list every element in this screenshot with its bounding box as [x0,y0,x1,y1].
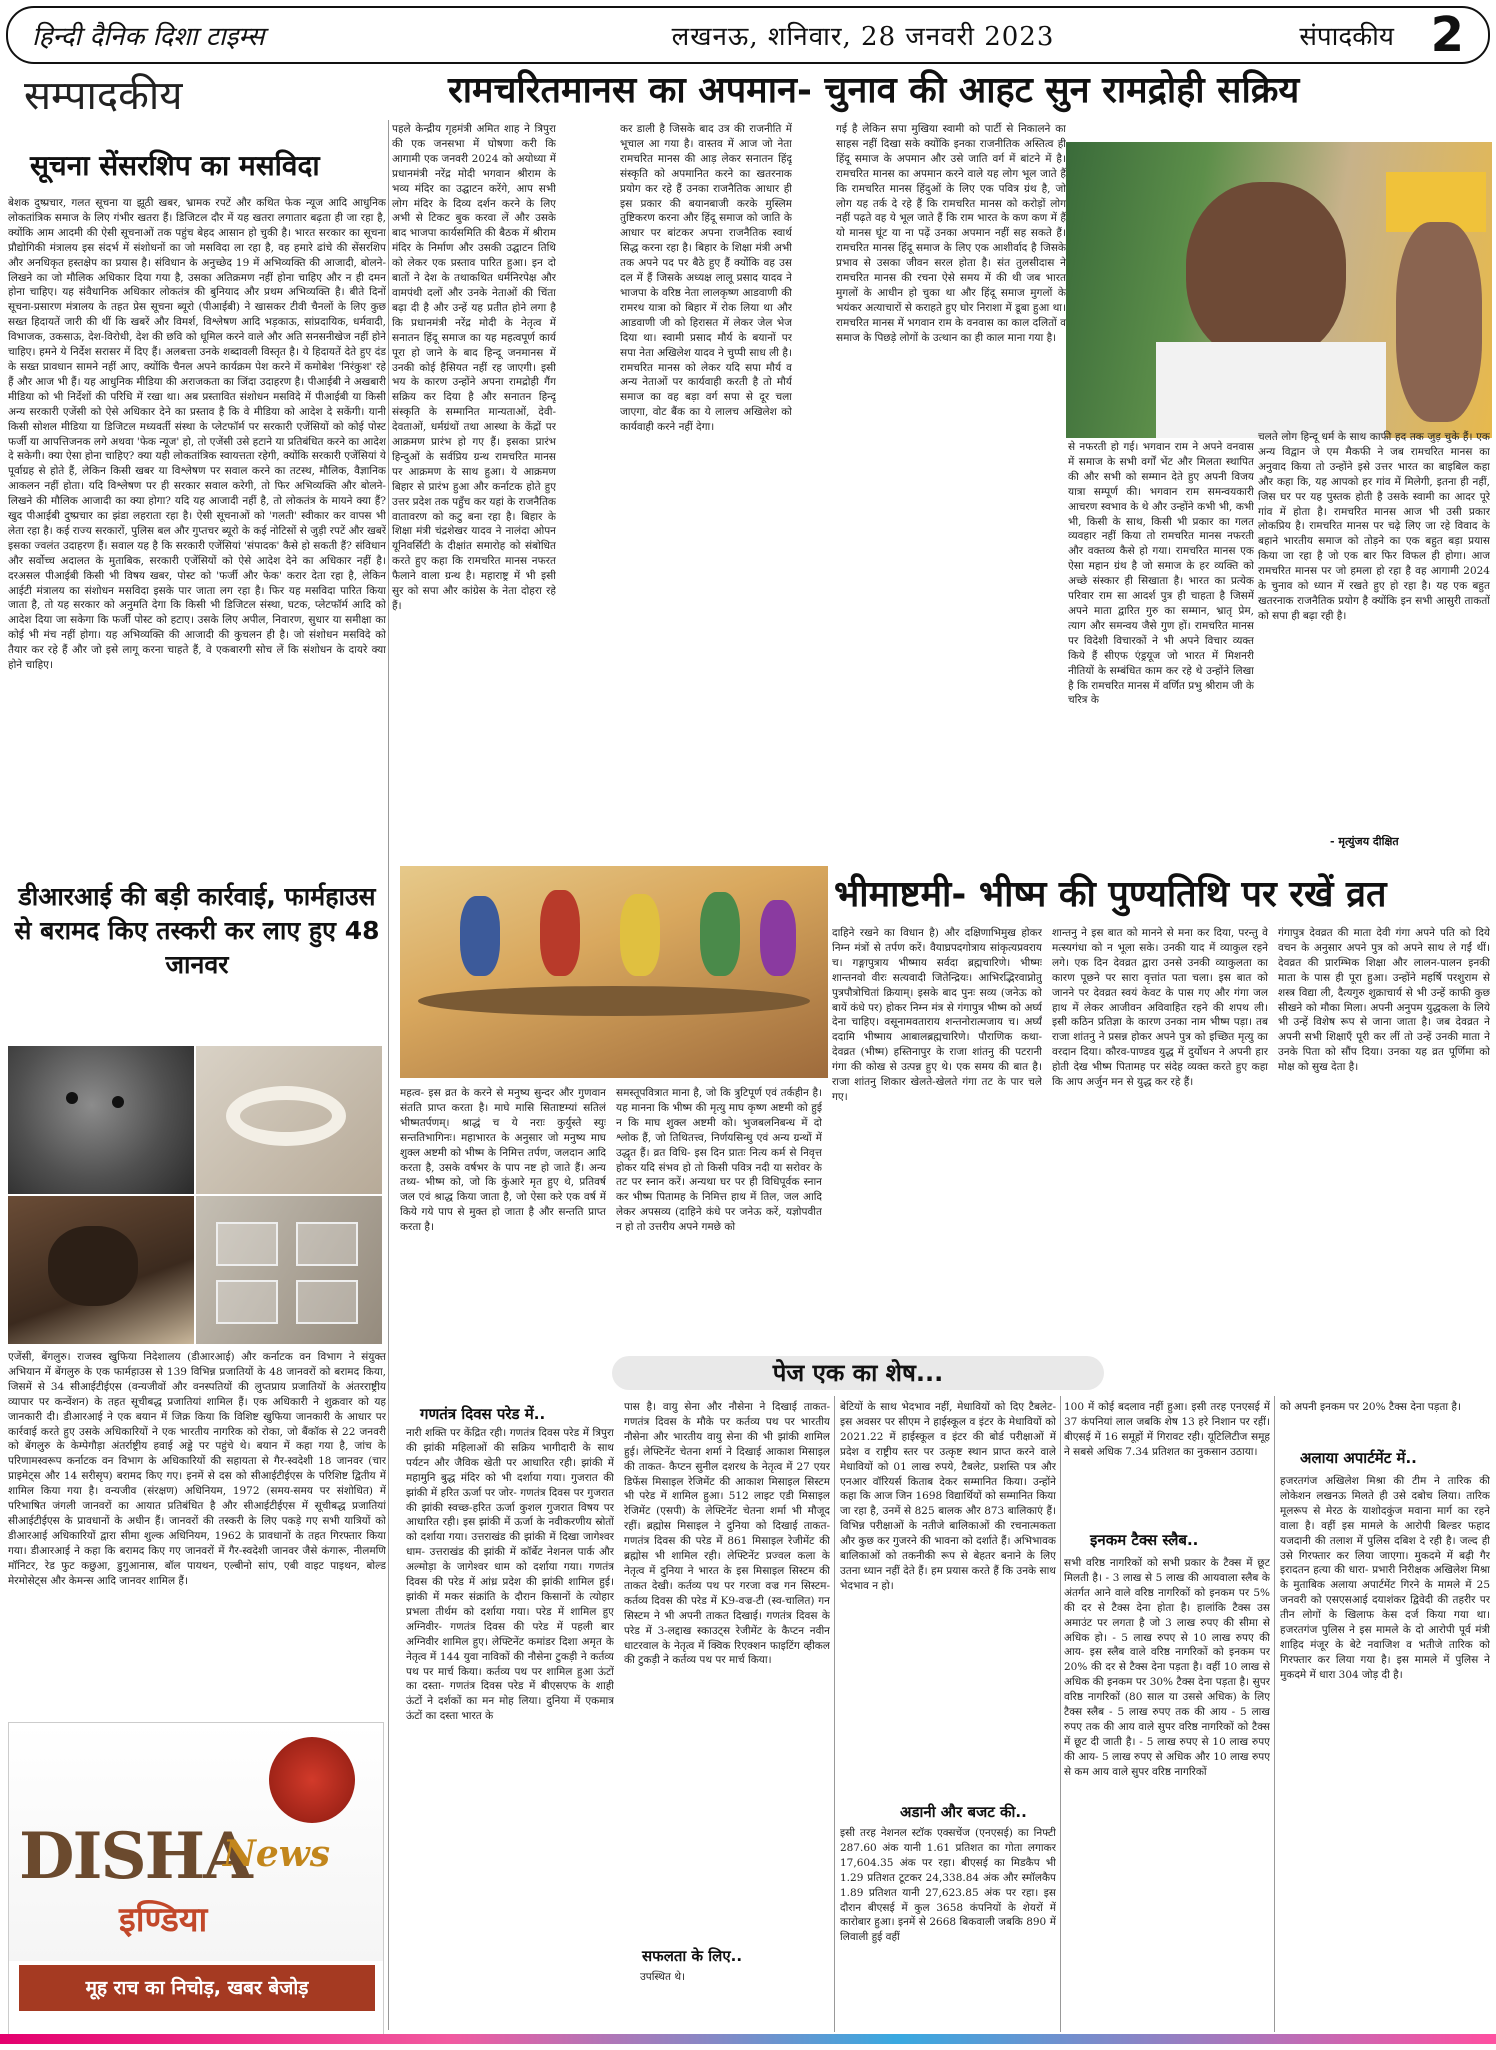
dri-photo-3 [8,1196,194,1344]
bhishma-col-4: शान्तनु ने इस बात को मानने से मना कर दिया, परन्तु वे मत्स्यगंधा को न भूला सके। उनकी याद में व्याकुल रहने लगे। एक दिन देवव्रत द्वारा उनसे उनकी व्याकुलता का कारण पूछने पर सारा वृत्तांत पता चला। इस बात को जानने पर देवव्रत स्वयं केवट के पास गए और गंगा जल हाथ में लेकर आजीवन अविवाहित रहने की शपथ ली। इसी कठिन प्रतिज्ञा के कारण उनका नाम भीष्म पड़ा। तब राजा शांतनु ने प्रसन्न होकर अपने पुत्र को इच्छित मृत्यु का वरदान दिया। कौरव-पाण्डव युद्ध में दुर्योधन ने अपनी हार होती देख भीष्म पितामह पर संदेह व्यक्त करते हुए कहा कि आप अर्जुन मन से युद्ध कर रहे हैं। [1052,927,1268,1089]
column-rule [1274,1396,1275,2032]
bhishma-painting [400,866,828,1078]
ram-headline: रामचरितमानस का अपमान- चुनाव की आहट सुन रामद्रोही सक्रिय [448,70,1300,111]
gantantra-col-2: पास है। वायु सेना और नौसेना ने दिखाई ताकत- गणतंत्र दिवस के मौके पर कर्तव्य पथ पर भारतीय नौसेना और भारतीय वायु सेना की भी झांकी शामिल हुई। लेफ्टिनेंट चेतना शर्मा ने दिखाई आकाश मिसाइल की ताकत- कैप्टन सुनील दशरथ के नेतृत्व में 27 एयर डिफेंस मिसाइल रेजिमेंट की आकाश मिसाइल सिस्टम भी परेड में शामिल हुआ। 512 लाइट एडी मिसाइल रेजिमेंट (एसपी) के लेफ्टिनेंट चेतना शर्मा भी मौजूद रहीं। ब्रह्मोस मिसाइल ने दुनिया को दिखाई ताकत- गणतंत्र दिवस की परेड में 861 मिसाइल रेजीमेंट की ब्रह्मोस भी शामिल रही। लेफ्टिनेंट प्रज्वल कला के नेतृत्व में दुनिया ने भारत के इस मिसाइल सिस्टम की ताकत देखी। कर्तव्य पथ पर गरजा वज्र गन सिस्टम- कर्तव्य दिवस की परेड में K9-वज्र-टी (स्व-चालित) गन सिस्टम ने भी अपनी ताकत दिखाई। गणतंत्र दिवस के परेड में 3-लद्दाख स्काउट्स रेजीमेंट के कैप्टन नवीन धाटरवाल के नेतृत्व में क्विक रिएक्शन फाइटिंग व्हीकल की टुकड़ी ने कर्तव्य पथ पर मार्च किया। [624,1401,830,1667]
bhishma-col-5: गंगापुत्र देवव्रत की माता देवी गंगा अपने पति को दिये वचन के अनुसार अपने पुत्र को अपने साथ ले गईं थीं। देवव्रत की प्रारम्भिक शिक्षा और लालन-पालन इनकी माता के पास ही पूरा हुआ। उन्होंने महर्षि परशुराम से शस्त्र विद्या ली, दैत्यगुरु शुक्राचार्य से भी उन्हें काफी कुछ सीखने को मौका मिला। अपनी अनुपम युद्धकला के लिये भी उन्हें विशेष रूप से जाना जाता है। जब देवव्रत ने अपनी सभी शिक्षाएँ पूरी कर लीं तो उन्हें उनकी माता ने उनके पिता को सौंप दिया। उनका यह व्रत पूर्णिमा को मोक्ष को सुख देता है। [1278,927,1490,1074]
editorial-headline: सूचना सेंसरशिप का मसविदा [30,149,320,182]
page-ek-col-4: 100 में कोई बदलाव नहीं हुआ। इसी तरह एनएसई में 37 कंपनियां लाल जबकि शेष 13 हरे निशान पर रहीं। बीएसई में 16 समूहों में गिरावट रही। यूटिलिटीज समूह ने सबसे अधिक 7.34 प्रतिशत का नुकसान उठाया। [1064,1401,1270,1458]
ram-col-2: कर डाली है जिसके बाद उत्र की राजनीति में भूचाल आ गया है। वास्तव में आज जो नेता रामचरित मानस की आड़ लेकर सनातन हिंदू संस्कृति को अपमानित करने का खतरनाक प्रयोग कर रहे हैं उनका राजनैतिक आधार ही इस प्रकार की बयानबाजी करके मुस्लिम तुष्टिकरण करना और हिंदू समाज को जाति के आधार पर बांटकर अपना राजनैतिक स्वार्थ सिद्ध करना रहा है। बिहार के शिक्षा मंत्री अभी तक अपने पद पर बैठे हुए हैं क्योंकि वह उस दल में हैं जिसके अध्यक्ष लालू प्रसाद यादव ने भाजपा के वरिष्ठ नेता लालकृष्ण आडवाणी की रामरथ यात्रा को बिहार में रोक लिया था और आडवाणी जी को हिरासत में लेकर जेल भेज दिया था। स्वामी प्रसाद मौर्य के बयानों पर सपा नेता अखिलेश यादव ने चुप्पी साध ली है। रामचरित मानस को लेकर यदि सपा मौर्य व अन्य नेताओं पर कार्यवाही करती है तो मौर्य समाज का वह बड़ा वर्ग सपा से दूर चला जाएगा, वोट बैंक का ये लालच अखिलेश को कार्यवाही करने नहीं देगा। [620,123,792,434]
page-ek-banner: पेज एक का शेष... [612,1356,1104,1390]
ad-tagline: मूह राच का निचोड़, खबर बेजोड़ [19,1965,375,2011]
dri-body: एजेंसी, बेंगलुरु। राजस्व खुफिया निदेशालय (डीआरआई) और कर्नाटक वन विभाग ने संयुक्त अभियान में बेंगलुरु के एक फार्महाउस से 139 विभिन्न प्रजातियों के 48 जानवरों को बरामद किया, जिसमें से 34 सीआईटीईएस (वन्यजीवों और वनस्पतियों की लुप्तप्राय प्रजातियों के अंतरराष्ट्रीय व्यापार पर कन्वेंशन) के तहत सूचीबद्ध प्रजातियां शामिल हैं। एक अधिकारी ने शुक्रवार को यह जानकारी दी। डीआरआई ने एक बयान में जिक्र किया कि विशिष्ट खुफिया जानकारी के आधार पर कार्रवाई करते हुए उसके अधिकारियों ने एक भारतीय नागरिक को रोका, जो बैंकॉक से 22 जनवरी को बेंगलुरु के केम्पेगौड़ा अंतर्राष्ट्रीय हवाई अड्डे पर पहुंचे थे। बयान में कहा गया है, जांच के परिणामस्वरूप कर्नाटक वन विभाग के अधिकारियों की सहायता से गैर-स्वदेशी 18 जानवर (चार प्राइमेट्स और 14 सरीसृप) बरामद किए गए। इनमें से दस को सीआईटीईएस के परिशिष्ट द्वितीय में शामिल किया गया है। वन्यजीव (संरक्षण) अधिनियम, 1972 (समय-समय पर संशोधित) में परिभाषित जंगली जानवरों का आयात प्रतिबंधित है और सीआईटीईएस में सूचीबद्ध प्रजातियां सीआईटीईएस के प्रावधानों के अधीन हैं। जानवरों की तस्करी के लिए पकड़े गए सभी यात्रियों को डीआरआई अधिकारियों द्वारा सीमा शुल्क अधिनियम, 1962 के प्रावधानों के तहत गिरफ्तार किया गया। डीआरआई ने कहा कि बरामद किए गए जानवरों में गैर-स्वदेशी जानवर जैसे कंगारू, नीलमणि मॉनिटर, रेड फुट कछुआ, डुगुआनास, बॉल पायथन, एल्बीनो सांप, एबी वाइट पाइथन, बोल्ड मेरमोसेट्स और केमन्स आदि जानवर शामिल हैं। [8,1351,386,1587]
section-name: संपादकीय [1299,22,1394,52]
bhishma-headline: भीमाष्टमी- भीष्म की पुण्यतिथि पर रखें व्रत [834,874,1387,915]
ram-col-5: चलते लोग हिन्दू धर्म के साथ काफी हद तक जुड़ चुके हैं। एक अन्य विद्वान जे एम मैकफी ने जब रामचरित मानस का अनुवाद किया तो उन्होंने इसे उत्तर भारत का बाइबिल कहा और कहा कि, यह आपको हर गांव में मिलेगी, इतना ही नहीं, जिस घर पर यह पुस्तक होती है उसके स्वामी का आदर पूरे गांव में होता है। रामचरित मानस आज भी उसी प्रकार लोकप्रिय है। रामचरित मानस पर चढ़े लिए जा रहे विवाद के बहाने भारतीय समाज को तोड़ने का एक बहुत बड़ा प्रयास किया जा रहा है जो एक बार फिर विफल ही होगा। आज रामचरित मानस पर जो हमला हो रहा है वह आगामी 2024 के चुनाव को ध्यान में रखते हुए हो रहा है। यह एक बहुत खतरनाक राजनैतिक प्रयोग है क्योंकि इन सभी आसुरी ताकतों को सपा ही बढ़ा रही है। [1258,431,1490,622]
gantantra-heading: गणतंत्र दिवस परेड में.. [420,1405,546,1423]
bhishma-col-1: महत्व- इस व्रत के करने से मनुष्य सुन्दर और गुणवान संतति प्राप्त करता है। माघे मासि सिताष्टम्यां सतिलं भीष्मतर्पणम्। श्राद्धं च ये नराः कुर्युस्ते स्युः सन्ततिभागिनः। महाभारत के अनुसार जो मनुष्य माघ शुक्ल अष्टमी को भीष्म के निमित्त तर्पण, जलदान आदि करता है, उसके वर्षभर के पाप नष्ट हो जाते हैं। अन्य तथ्य- भीष्म को, जो कि कुंआरे मृत हुए थे, प्रतिवर्ष जल एवं श्राद्ध किया जाता है, जो ऐसा करे एक वर्ष में किये गये पाप से मुक्त हो जाता है और सन्तति प्राप्त करता है। [400,1087,606,1234]
disha-news-ad [8,1722,384,2040]
ad-brand-sub: News [223,1833,331,1875]
gantantra-col-1: नारी शक्ति पर केंद्रित रही। गणतंत्र दिवस परेड में त्रिपुरा की झांकी महिलाओं की सक्रिय भागीदारी के साथ पर्यटन और जैविक खेती पर आधारित रही। झांकी में महामुनि बुद्ध मंदिर को भी दर्शाया गया। गुजरात की झांकी में हरित ऊर्जा पर जोर- गणतंत्र दिवस पर गुजरात की झांकी स्वच्छ-हरित ऊर्जा कुशल गुजरात विषय पर आधारित रही। इस झांकी में ऊर्जा के नवीकरणीय स्रोतों को दर्शाया गया। उत्तराखंड की झांकी में दिखा जागेश्वर धाम- उत्तराखंड की झांकी में कॉर्बेट नेशनल पार्क और अल्मोड़ा के जागेश्वर धाम को दर्शाया गया। गणतंत्र दिवस की परेड में आंध्र प्रदेश की झांकी शामिल हुई। झांकी में मकर संक्रांति के दौरान किसानों के त्योहार प्रभला तीर्थम को दर्शाया गया। परेड में शामिल हुए अग्निवीर- गणतंत्र दिवस की परेड में पहली बार अग्निवीर शामिल हुए। लेफ्टिनेंट कमांडर दिशा अमृत के नेतृत्व में 144 युवा नाविकों की नौसेना टुकड़ी ने कर्तव्य पथ पर मार्च किया। कर्तव्य पथ पर शामिल हुआ ऊंटों का दस्ता- गणतंत्र दिवस परेड में बीएसएफ के शाही ऊंटों ने दर्शकों का मन मोह लिया। दुनिया में एकमात्र ऊंटों का दस्ता भारत के [406,1427,614,1723]
income-tax-heading: इनकम टैक्स स्लैब.. [1090,1531,1199,1549]
column-rule [388,120,389,2030]
adani-heading: अडानी और बजट की.. [900,1803,1027,1821]
editorial-column-title: सम्पादकीय [24,73,183,119]
dri-photo-2 [196,1046,382,1194]
microphone-icon [269,1737,355,1823]
bhishma-col-3: दाहिने रखने का विधान है) और दक्षिणाभिमुख होकर निम्न मंत्रों से तर्पण करें। वैयाघ्रपदगोत्राय सांकृत्यप्रवराय च। गङ्गापुत्राय भीष्माय सर्वदा ब्रह्मचारिणे। भीष्मः शान्तनवो वीरः सत्यवादी जितेन्द्रियः। आभिरद्भिरवाप्नोतु पुत्रपौत्रोचितां क्रियाम्। इसके बाद पुनः सव्य (जनेऊ को बायें कंधे पर) होकर निम्न मंत्र से गंगापुत्र भीष्म को अर्घ्य देना चाहिए। वसूनामवताराय शन्तनोरात्मजाय च। अर्घ्यं ददामि भीष्माय आबालब्रह्मचारिणे। पौराणिक कथा- देवव्रत (भीष्म) हस्तिनापुर के राजा शांतनु की पटरानी गंगा की कोख से उत्पन्न हुए थे। एक समय की बात है। राजा शांतनु शिकार खेलते-खेलते गंगा तट के पार चले गए। [832,927,1042,1103]
dateline: लखनऊ, शनिवार, 28 जनवरी 2023 [671,22,1055,52]
footer-color-bar [0,2034,1496,2044]
alaya-heading: अलाया अपार्टमेंट में.. [1300,1449,1417,1467]
dri-photo-1 [8,1046,194,1194]
dri-photo-4 [196,1196,382,1344]
ad-hindi-india: इण्डिया [119,1900,208,1940]
paper-name: हिन्दी दैनिक दिशा टाइम्स [32,22,265,52]
ram-col-4: से नफरती हो गई। भगवान राम ने अपने वनवास में समाज के सभी वर्गों भेंट और मिलता स्थापित की और सभी को सम्मान देते हुए अपनी विजय यात्रा सम्पूर्ण की। भगवान राम समन्वयकारी आचरण स्वभाव के थे और उन्होंने कभी भी, कभी भी, किसी के साथ, किसी भी प्रकार का गलत व्यवहार नहीं किया तो रामचरित मानस नफरती और वक्तव्य कैसे हो गया। रामचरित मानस एक ऐसा महान ग्रंथ है जो समाज के हर व्यक्ति को अच्छे संस्कार ही सिखाता है। भारत का प्रत्येक परिवार राम सा आदर्श पुत्र ही चाहता है जिसमें अपने माता द्वारित गुरु का सम्मान, भ्रातृ प्रेम, त्याग और समन्वय जैसे गुण हों। रामचरित मानस पर विदेशी विचारकों ने भी अपने विचार व्यक्त किये हैं सीएफ एंड्रयूज जो भारत में मिशनरी नीतियों के सम्बंधित काम कर रहे थे उन्होंने लिखा है कि रामचरित मानस में वर्णित प्रभु श्रीराम जी के चरित्र के [1068,441,1254,707]
alaya-body: हजरतगंज अखिलेश मिश्रा की टीम ने तारिक की लोकेशन लखनऊ मिलते ही उसे दबोच लिया। तारिक मूलरूप से मेरठ के याशोदकुंज मवाना मार्ग का रहने वाला है। वहीं इस मामले के आरोपी बिल्डर फहाद यजदानी की तलाश में पुलिस दबिश दे रही है। जल्द ही उसे गिरफ्तार कर लिया जाएगा। मुकदमे में बढ़ी गैर इरादतन हत्या की धारा- प्रभारी निरीक्षक अखिलेश मिश्रा के मुताबिक अलाया अपार्टमेंट गिरने के मामले में 25 जनवरी को एसएसआई दयाशंकर द्विवेदी की तहरीर पर तीन लोगों के खिलाफ केस दर्ज किया गया था। हजरतगंज पुलिस ने इस मामले के दो आरोपी पूर्व मंत्री शाहिद मंजूर के बेटे नवाजिश व भतीजे तारिक को गिरफ्तार कर लिया गया है। इस मामले में पुलिस ने मुकदमे में धारा 304 जोड़ दी है। [1280,1475,1490,1681]
bhishma-col-2: समस्तूपवित्रात माना है, जो कि त्रुटिपूर्ण एवं तर्कहीन है। यह मानना कि भीष्म की मृत्यु माघ कृष्ण अष्टमी को हुई न कि माघ शुक्ल अष्टमी को। भुजबलनिबन्ध में दो श्लोक हैं, जो तिथितत्त्व, निर्णयसिन्धु एवं अन्य ग्रन्थों में उद्धृत हैं। व्रत विधि- इस दिन प्रातः नित्य कर्म से निवृत्त होकर यदि संभव हो तो किसी पवित्र नदी या सरोवर के तट पर स्नान करें। अन्यथा घर पर ही विधिपूर्वक स्नान कर भीष्म पितामह के निमित्त हाथ में तिल, जल आदि लेकर अपसव्य (दाहिने कंधे पर जनेऊ करें, यज्ञोपवीत न हो तो उत्तरीय अपने गमछे को [616,1087,822,1234]
page-ek-col-5-top: को अपनी इनकम पर 20% टैक्स देना पड़ता है। [1280,1401,1461,1413]
politician-photo [1066,142,1492,438]
safalta-heading: सफलता के लिए.. [642,1947,743,1965]
ram-col-1: पहले केन्द्रीय गृहमंत्री अमित शाह ने त्रिपुरा की एक जनसभा में घोषणा करी कि आगामी एक जनवरी 2024 को अयोध्या में प्रधानमंत्री नरेंद्र मोदी भगवान श्रीराम के भव्य मंदिर का उद्घाटन करेंगे, आप सभी लोग मंदिर के दिव्य दर्शन करने के लिए अभी से टिकट बुक करवा लें और उसके बाद भाजपा कार्यसमिति की बैठक में श्रीराम मंदिर के निर्माण और उसकी उद्घाटन तिथि को लेकर एक प्रस्ताव पारित हुआ। इन दो बातों ने देश के तथाकथित धर्मनिरपेक्ष और वामपंथी दलों और उनके नेताओं की चिंता बढ़ा दी है और उन्हें यह प्रतीत होने लगा है कि प्रधानमंत्री नरेंद्र मोदी के नेतृत्व में सनातन हिंदू समाज का यह महत्वपूर्ण कार्य पूरा हो जाने के बाद हिन्दू जनमानस में उनकी कोई हैसियत नहीं रह जाएगी। इसी भय के कारण उन्होंने अपना रामद्रोही गैंग सक्रिय कर दिया है और सनातन हिन्दू संस्कृति के सम्मानित मान्यताओं, देवी- देवताओं, धर्मग्रंथों तथा आस्था के केंद्रों पर आक्रमण प्रारंभ हो गए हैं। इसका प्रारंभ हिन्दुओं के सर्वप्रिय ग्रन्थ रामचरित मानस पर आक्रमण के साथ हुआ। ये आक्रमण बिहार से प्रारंभ हुआ और कर्नाटक होते हुए उत्तर प्रदेश तक पहुँच कर यहां के राजनैतिक वातावरण को कटु बना रहा है। बिहार के शिक्षा मंत्री चंद्रशेखर यादव ने नालंदा ओपन यूनिवर्सिटी के दीक्षांत समारोह को संबोधित करते हुए कहा कि रामचरित मानस नफरत फैलाने वाला ग्रन्थ है। महाराष्ट्र में भी इसी सुर को सपा और कांग्रेस के नेता दोहरा रहे हैं। [392,123,556,612]
masthead [6,6,1490,64]
adani-body: इसी तरह नेशनल स्टॉक एक्सचेंज (एनएसई) का निफ्टी 287.60 अंक यानी 1.61 प्रतिशत का गोता लगाकर 17,604.35 अंक पर रहा। बीएसई का मिडकैप भी 1.29 प्रतिशत टूटकर 24,338.84 अंक और स्मॉलकैप 1.89 प्रतिशत यानी 27,623.85 अंक पर रहा। इस दौरान बीएसई में कुल 3658 कंपनियों के शेयरों में कारोबार हुआ। इनमें से 2668 बिकवाली जबकि 890 में लिवाली हुई वहीं [840,1827,1056,1944]
dri-headline: डीआरआई की बड़ी कार्रवाई, फार्महाउस से बरामद किए तस्करी कर लाए हुए 48 जानवर [14,882,380,979]
ram-col-3: गई है लेकिन सपा मुखिया स्वामी को पार्टी से निकालने का साहस नहीं दिखा सके क्योंकि इनका राजनीतिक अस्तित्व ही हिंदू समाज के अपमान और उसे जाति वर्ग में बांटने में है। रामचरित मानस का अपमान करने वाले यह लोग भूल जाते हैं कि रामचरित मानस हिंदुओं के लिए एक पवित्र ग्रंथ है, जो लोग यह तर्क दे रहे हैं कि रामचरित मानस को करोड़ों लोग नहीं पढ़ते वह ये भूल जाते हैं कि राम भारत के कण कण में हैं यो मानस घूंट या ना पढ़ें उनका अपमान नहीं सह सकते हैं। रामचरित मानस हिंदू समाज के लिए एक आशीर्वाद है जिसके प्रभाव से उसका जीवन सरल होता है। संत तुलसीदास ने रामचरित मानस की रचना ऐसे समय में की थी जब भारत मुगलों के आधीन हो चुका था और हिंदू समाज मुगलों के भयंकर अत्याचारों से कराहते हुए घोर निराशा में डूबा हुआ था। रामचरित मानस में भगवान राम के वनवास का काल दलितों व समाज के पिछड़े लोगों के उत्थान का ही काल माना गया है। [836,123,1066,344]
income-tax-body: सभी वरिष्ठ नागरिकों को सभी प्रकार के टैक्स में छूट मिलती है। - 3 लाख से 5 लाख की आयवाला स्लैब के अंतर्गत आने वाले वरिष्ठ नागरिकों को इनकम पर 5% की दर से टैक्स देना होता है। हालांकि टैक्स उस अमाउंट पर लगता है जो 3 लाख रुपए की सीमा से अधिक हो। - 5 लाख रुपए से 10 लाख रुपए की आय- इस स्लैब वाले वरिष्ठ नागरिकों को इनकम पर 20% की दर से टैक्स देना पड़ता है। वहीं 10 लाख से अधिक की इनकम पर 30% टैक्स देना पड़ता है। सुपर वरिष्ठ नागरिकों (80 साल या उससे अधिक) के लिए टैक्स स्लैब - 5 लाख रुपए तक की आय - 5 लाख रुपए तक की आय वाले सुपर वरिष्ठ नागरिकों को टैक्स में छूट दी जाती है। - 5 लाख रुपए से 10 लाख रुपए की आय- 5 लाख रुपए से अधिक और 10 लाख रुपए से कम आय वाले सुपर वरिष्ठ नागरिकों [1064,1557,1270,1778]
page-ek-col-3: बेटियों के साथ भेदभाव नहीं, मेधावियों को दिए टैबलेट- इस अवसर पर सीएम ने हाईस्कूल व इंटर के मेधावियों को 2021.22 में हाईस्कूल व इंटर की बोर्ड परीक्षाओं में प्रदेश व राष्ट्रीय स्तर पर उत्कृष्ट स्थान प्राप्त करने वाले मेधावियों को 01 लाख रुपये, टैबलेट, प्रशस्ति पत्र और एनआर वॉरियर्स किताब देकर सम्मानित किया। उन्होंने कहा कि आज जिन 1698 विद्यार्थियों को सम्मानित किया जा रहा है, उनमें से 825 बालक और 873 बालिकाएं हैं। विभिन्न परीक्षाओं के नतीजे बालिकाओं की रचनात्मकता और कुछ कर गुजरने की भावना को दर्शाते हैं। अभिभावक बालिकाओं को तकनीकी रूप से बेहतर बनाने के लिए उतना ध्यान नहीं देते हैं। हम प्रयास करते हैं कि उनके साथ भेदभाव न हो। [840,1401,1056,1592]
column-rule [834,1396,835,2032]
ram-author: - मृत्युंजय दीक्षित [1330,835,1399,848]
ad-brand-main: DISHA [19,1819,251,1894]
safalta-body: उपस्थित थे। [640,1971,686,1983]
editorial-body: बेशक दुष्प्रचार, गलत सूचना या झूठी खबर, भ्रामक रपटें और कथित फेक न्यूज आदि आधुनिक लोकतांत्रिक समाज के लिए गंभीर खतरा हैं। डिजिटल दौर में यह खतरा लगातार बढ़ता ही जा रहा है, क्योंकि आम आदमी की ऐसी सूचनाओं तक पहुंच बेहद आसान हो चुकी है। भारत सरकार का सूचना प्रौद्योगिकी मंत्रालय इस संदर्भ में संशोधनों का जो मसविदा ला रहा है, वह हमारे ढांचे की सेंसरशिप और अनधिकृत हस्तक्षेप का प्रयास है। संविधान के अनुच्छेद 19 में अभिव्यक्ति की आजादी, बोलने-लिखने का जो मौलिक अधिकार दिया गया है, उसका अतिक्रमण नहीं होना चाहिए और न ही दमन होना चाहिए। यह संवैधानिक अधिकार लोकतंत्र की बुनियाद और प्रथम अभिव्यक्ति है। बीते दिनों सूचना-प्रसारण मंत्रालय के तहत प्रेस सूचना ब्यूरो (पीआईबी) ने खासकर टीवी चैनलों के लिए कुछ सख्त हिदायतें जारी की थीं कि खबरें और विमर्श, विश्लेषण आदि भड़काऊ, सांप्रदायिक, धर्मवादी, विभाजक, उकसाऊ, देश-विरोधी, देश की छवि को धूमिल करने वाले और अति सनसनीखेज नहीं होने चाहिए। हमने ये निर्देश सरासर में दिए हैं। अलबत्ता उनके शब्दावली विस्तृत है। ये हिदायतें देते हुए दंड के सख्त प्रावधान सामने नहीं आए, क्योंकि चैनल अपने कार्यक्रम पेश करने में कमोबेश 'निरंकुश' रहे हैं और आज भी हैं। यह आधुनिक मीडिया की अराजकता का जिंदा उदाहरण है। पीआईबी ने अखबारी मीडिया को भी निर्देशों की परिधि में रखा था। अब प्रस्तावित संशोधन मसविदे में पीआईबी या किसी अन्य सरकारी एजेंसी को ऐसे अधिकार देने का प्रस्ताव है कि वे मीडिया को आदेश दे सकेंगी। यानी किसी सोशल मीडिया या डिजिटल मध्यवर्ती संस्था के प्लेटफॉर्म पर सरकारी एजेंसियों को कोई पोस्ट फर्जी या आपत्तिजनक लगे अथवा 'फेक न्यूज' हो, तो एजेंसी उसे हटाने या प्रतिबंधित करने का आदेश दे सकेगी। क्या ऐसा होना चाहिए? क्या यही लोकतांत्रिक स्वायत्तता रहेगी, क्योंकि सरकारी एजेंसियां ये पूर्वाग्रह से होते हैं, लेकिन किसी खबर या विश्लेषण पर सवाल करने का तटस्थ, मौलिक, वैज्ञानिक आकलन नहीं होता। यदि विश्लेषण पर ही सरकार सवाल करेगी, तो फिर अभिव्यक्ति और बोलने-लिखने की मौलिक आजादी का क्या होगा? यदि यह आजादी नहीं है, तो लोकतंत्र के मायने क्या हैं? खुद पीआईबी दुष्प्रचार का झंडा लहराता रहा है। ऐसी सूचनाओं को 'गलती' स्वीकार कर वापस भी लेता रहा है। कई राज्य सरकारों, पुलिस बल और गुप्तचर ब्यूरो के कई नोटिसों से जुड़ी रपटें और खबरें इसका ज्वलंत उदाहरण हैं। सवाल यह है कि सरकारी एजेंसियां 'संपादक' कैसे हो सकती हैं? संविधान और सर्वोच्च अदालत के मुताबिक, सरकारी एजेंसियों को ऐसे आदेश देने का अधिकार नहीं है। दरअसल पीआईबी किसी भी विषय खबर, पोस्ट को 'फर्जी और फेक' करार देता रहा है, लेकिन आईटी मंत्रालय का संशोधन मसविदा इसके पार जाता लग रहा है। फिर यह मसविदा पारित किया जाता है, तो यह सरकार को अनुमति देगा कि किसी भी डिजिटल संस्था, घटक, प्लेटफॉर्म आदि को आदेश दिया जा सकेगा कि फर्जी पोस्ट को हटाए। उसके लिए अपील, निवारण, सुधार या समीक्षा का कोई भी मंच नहीं होगा। यह अभिव्यक्ति की आजादी की कुचलन ही है। जो संशोधन मसविदे को तैयार कर रहे हैं और जो इसे लागू करना चाहते हैं, वे एकबारगी सोच लें कि संशोधन के दायरे क्या होने चाहिए। [8,197,386,672]
column-rule [1060,1396,1061,2032]
page-number: 2 [1430,7,1464,63]
